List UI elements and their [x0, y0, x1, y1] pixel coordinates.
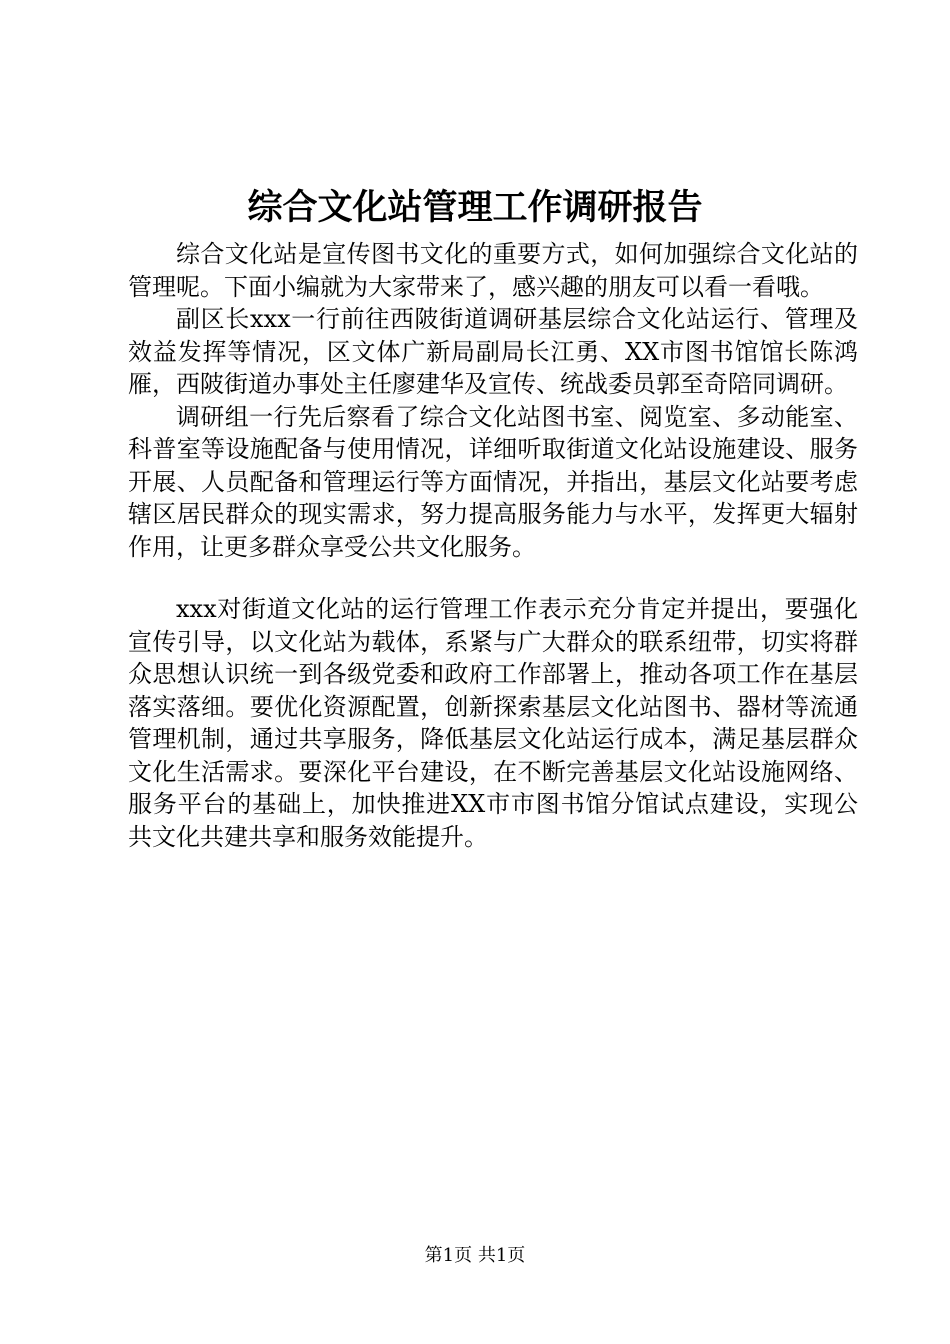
page-total: 共1页: [477, 1245, 526, 1266]
paragraph-inspection: 调研组一行先后察看了综合文化站图书室、阅览室、多动能室、科普室等设施配备与使用情况，详细听取街道文化站设施建设、服务开展、人员配备和管理运行等方面情况，并指出，基层文化站要考虑辖区居民群众的现实需求，努力提高服务能力与水平，发挥更大辐射作用，让更多群众享受公共文化服务。: [128, 402, 858, 561]
paragraph-requirements: xxx对街道文化站的运行管理工作表示充分肯定并提出，要强化宣传引导，以文化站为载体，系紧与广大群众的联系纽带，切实将群众思想认识统一到各级党委和政府工作部署上，推动各项工作在基层落实落细。要优化资源配置，创新探索基层文化站图书、器材等流通管理机制，通过共享服务，降低基层文化站运行成本，满足基层群众文化生活需求。要深化平台建设，在不断完善基层文化站设施网络、服务平台的基础上，加快推进XX市市图书馆分馆试点建设，实现公共文化共建共享和服务效能提升。: [128, 595, 858, 851]
paragraph-visit: 副区长xxx一行前往西陂街道调研基层综合文化站运行、管理及效益发挥等情况，区文体广新局副局长江勇、XX市图书馆馆长陈鸿雁，西陂街道办事处主任廖建华及宣传、统战委员郭至奇陪同调研。: [128, 305, 858, 398]
document-title: 综合文化站管理工作调研报告: [247, 187, 703, 228]
page-number: 第1页: [424, 1245, 473, 1266]
page-footer: [0, 1244, 950, 1268]
document-body: [128, 238, 858, 853]
paragraph-intro: 综合文化站是宣传图书文化的重要方式，如何加强综合文化站的管理呢。下面小编就为大家带来了，感兴趣的朋友可以看一看哦。: [128, 240, 858, 301]
